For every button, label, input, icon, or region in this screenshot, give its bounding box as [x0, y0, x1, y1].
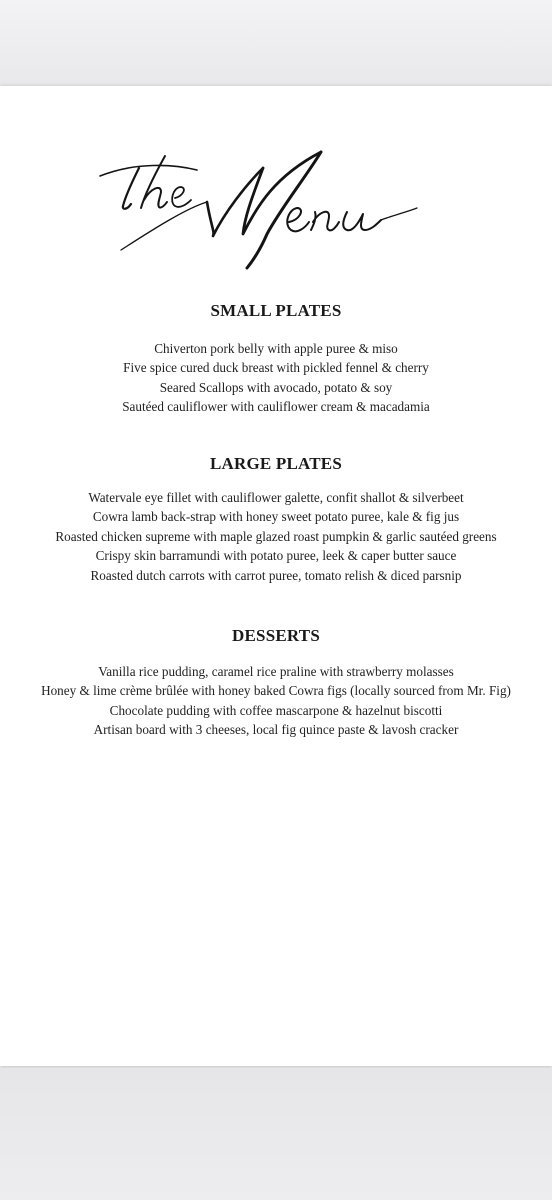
small-plates-list — [0, 339, 552, 417]
menu-item: Seared Scallops with avocado, potato & soy — [159, 379, 393, 395]
menu-item: Chocolate pudding with coffee mascarpone & hazelnut biscotti — [109, 702, 443, 718]
small-plates-section — [0, 300, 552, 417]
large-plates-list — [0, 488, 552, 585]
menu-item: Vanilla rice pudding, caramel rice praline with strawberry molasses — [98, 664, 454, 679]
desserts-list — [0, 662, 552, 740]
section-heading: SMALL PLATES — [210, 301, 342, 320]
section-heading: LARGE PLATES — [210, 454, 342, 473]
section-heading: DESSERTS — [232, 626, 320, 645]
menu-item: Crispy skin barramundi with potato puree, leek & caper butter sauce — [95, 548, 457, 564]
large-plates-section — [0, 453, 552, 585]
menu-item: Honey & lime crème brûlée with honey baked Cowra figs (locally sourced from Mr. Fig) — [41, 683, 511, 699]
menu-item: Artisan board with 3 cheeses, local fig quince paste & lavosh cracker — [93, 722, 459, 738]
menu-item: Sautéed cauliflower with cauliflower cream & macadamia — [122, 399, 430, 415]
menu-item: Cowra lamb back-strap with honey sweet potato puree, kale & fig jus — [92, 509, 460, 525]
viewer-bottom-band — [0, 1068, 552, 1200]
menu-item: Five spice cured duck breast with pickled fennel & cherry — [123, 360, 429, 376]
menu-item: Chiverton pork belly with apple puree & miso — [154, 341, 398, 356]
menu-page — [0, 86, 552, 1066]
menu-item: Roasted dutch carrots with carrot puree, tomato relish & diced parsnip — [90, 567, 462, 583]
desserts-section — [0, 625, 552, 740]
viewer-top-band — [0, 0, 552, 84]
menu-item: Watervale eye fillet with cauliflower galette, confit shallot & silverbeet — [88, 490, 464, 505]
script-wordmark-logo — [95, 150, 425, 282]
menu-item: Roasted chicken supreme with maple glazed roast pumpkin & garlic sautéed greens — [55, 528, 497, 544]
the-menu-logo — [95, 150, 425, 282]
